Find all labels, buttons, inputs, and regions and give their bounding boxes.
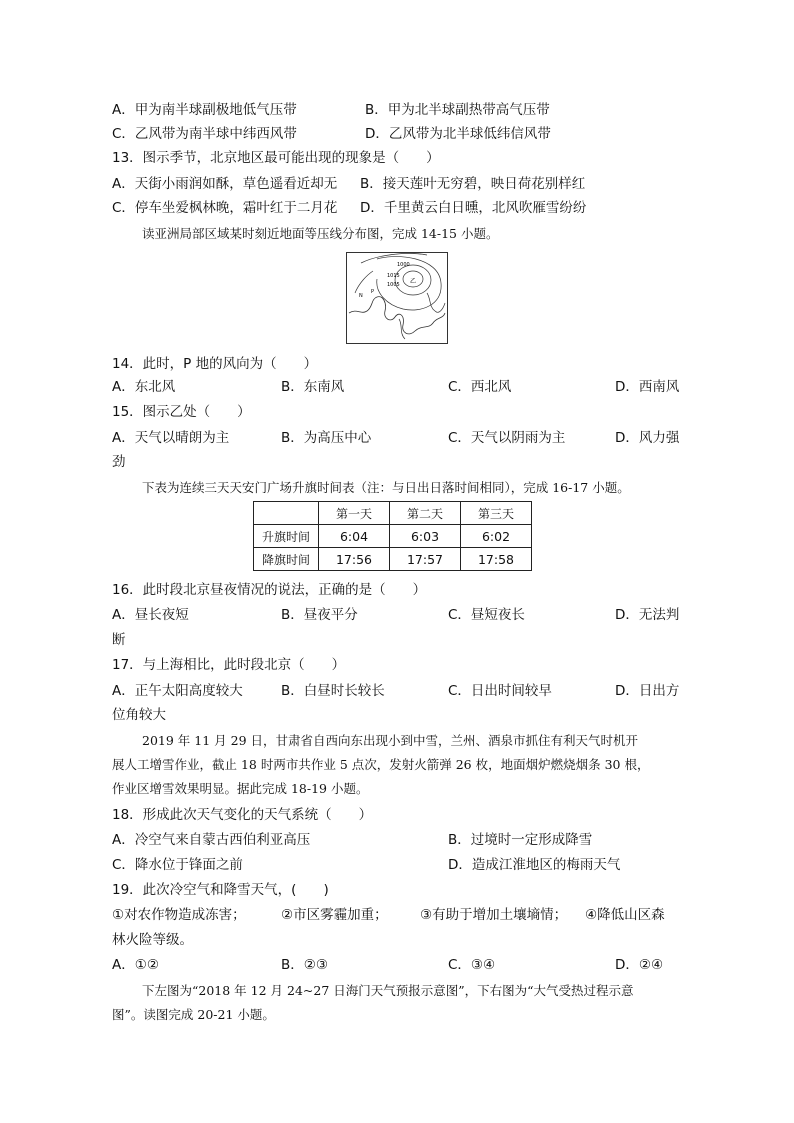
table-cell: 6:02 [461,525,532,548]
q14-stem: 14．此时，P 地的风向为（ ） [112,356,318,372]
q15-option-b: B．为高压中心 [281,430,372,446]
table-cell: 6:03 [390,525,461,548]
q16-option-a: A．昼长夜短 [112,607,189,623]
intro-16-17: 下表为连续三天天安门广场升旗时间表（注：与日出日落时间相同），完成 16-17 小题。 [142,480,630,495]
q18-stem: 18．形成此次天气变化的天气系统（ ） [112,807,373,823]
q15-option-c: C．天气以阴雨为主 [448,430,566,446]
q12-option-b: B．甲为北半球副热带高气压带 [365,102,550,118]
intro-20-21-line: 图”。读图完成 20-21 小题。 [112,1007,275,1022]
intro-14-15: 读亚洲局部区域某时刻近地面等压线分布图，完成 14-15 小题。 [142,226,499,241]
q19-statement-1: ①对农作物造成冻害； [112,907,246,923]
q17-option-a: A．正午太阳高度较大 [112,683,243,699]
table-cell: 17:57 [390,548,461,571]
q19-statement-3: ③有助于增加土壤墒情； [420,907,568,923]
q15-option-d-continued: 劲 [112,454,126,470]
q13-option-b: B．接天莲叶无穷碧，映日荷花别样红 [360,176,586,192]
q12-option-c: C．乙风带为南半球中纬西风带 [112,126,297,142]
isobar-label: 1000 [397,262,410,268]
isobar-label: 1015 [387,273,400,279]
q13-option-c: C．停车坐爱枫林晚，霜叶红于二月花 [112,200,338,216]
q15-option-a: A．天气以晴朗为主 [112,430,230,446]
q14-option-d: D．西南风 [615,379,680,395]
passage-18-19-line: 2019 年 11 月 29 日，甘肃省自西向东出现小到中雪，兰州、酒泉市抓住有利天气时机开 [142,733,638,748]
point-label-n: N [359,293,363,299]
passage-18-19-line: 作业区增雪效果明显。据此完成 18-19 小题。 [112,781,369,796]
q19-statement-4-continued: 林火险等级。 [112,932,193,948]
table-cell: 17:56 [319,548,390,571]
table-header-cell: 第二天 [390,502,461,525]
q15-stem: 15．图示乙处（ ） [112,404,251,420]
isobar-line [361,253,427,263]
q19-option-c: C．③④ [448,957,496,973]
coastline-line [399,319,405,339]
q19-option-b: B．②③ [281,957,328,973]
q16-option-c: C．昼短夜长 [448,607,525,623]
q17-option-d: D．日出方 [615,683,680,699]
isobar-map [346,252,448,344]
table-header-row [254,502,532,525]
table-row [254,548,532,571]
q18-option-b: B．过境时一定形成降雪 [448,832,593,848]
q17-stem: 17．与上海相比，此时段北京（ ） [112,657,346,673]
passage-18-19-line: 展人工增雪作业，截止 18 时两市共作业 5 点次，发射火箭弹 26 枚，地面烟炉燃烧烟条 30 根， [112,757,650,772]
intro-20-21-line: 下左图为“2018 年 12 月 24~27 日海门天气预报示意图”，下右图为“大气受热过程示意 [142,983,634,998]
q19-statement-4: ④降低山区森 [585,907,665,923]
q13-option-d: D．千里黄云白日曛，北风吹雁雪纷纷 [360,200,587,216]
isobar-map-drawing [347,253,447,343]
isobar-label: 1005 [387,282,400,288]
q17-option-b: B．白昼时长较长 [281,683,385,699]
table-header-cell: 第三天 [461,502,532,525]
q16-stem: 16．此时段北京昼夜情况的说法，正确的是（ ） [112,582,427,598]
table-row-label: 降旗时间 [254,548,319,571]
q14-option-b: B．东南风 [281,379,345,395]
q19-option-d: D．②④ [615,957,664,973]
q16-option-b: B．昼夜平分 [281,607,358,623]
q18-option-c: C．降水位于锋面之前 [112,857,243,873]
q19-option-a: A．①② [112,957,159,973]
table-header-cell: 第一天 [319,502,390,525]
table-row-label: 升旗时间 [254,525,319,548]
q13-option-a: A．天街小雨润如酥，草色遥看近却无 [112,176,338,192]
q18-option-d: D．造成江淮地区的梅雨天气 [448,857,621,873]
table-row [254,525,532,548]
table-cell: 17:58 [461,548,532,571]
q14-option-c: C．西北风 [448,379,512,395]
q14-option-a: A．东北风 [112,379,176,395]
q17-option-d-continued: 位角较大 [112,707,166,723]
table-header-cell [254,502,319,525]
table-cell: 6:04 [319,525,390,548]
q19-statement-2: ②市区雾霾加重； [281,907,388,923]
q12-option-a: A．甲为南半球副极地低气压带 [112,102,297,118]
q16-option-d-continued: 断 [112,632,126,648]
q17-option-c: C．日出时间较早 [448,683,552,699]
q16-option-d: D．无法判 [615,607,680,623]
q15-option-d: D．风力强 [615,430,680,446]
point-label-yi: 乙 [410,278,417,285]
q18-option-a: A．冷空气来自蒙古西伯利亚高压 [112,832,311,848]
q13-stem: 13．图示季节，北京地区最可能出现的现象是（ ） [112,150,440,166]
flag-time-table [253,501,532,571]
q12-option-d: D．乙风带为北半球低纬信风带 [365,126,551,142]
coastline-line [349,297,445,334]
point-label-p: P [371,289,375,295]
q19-stem: 19．此次冷空气和降雪天气，( ) [112,882,329,898]
coastline-line [427,293,445,312]
